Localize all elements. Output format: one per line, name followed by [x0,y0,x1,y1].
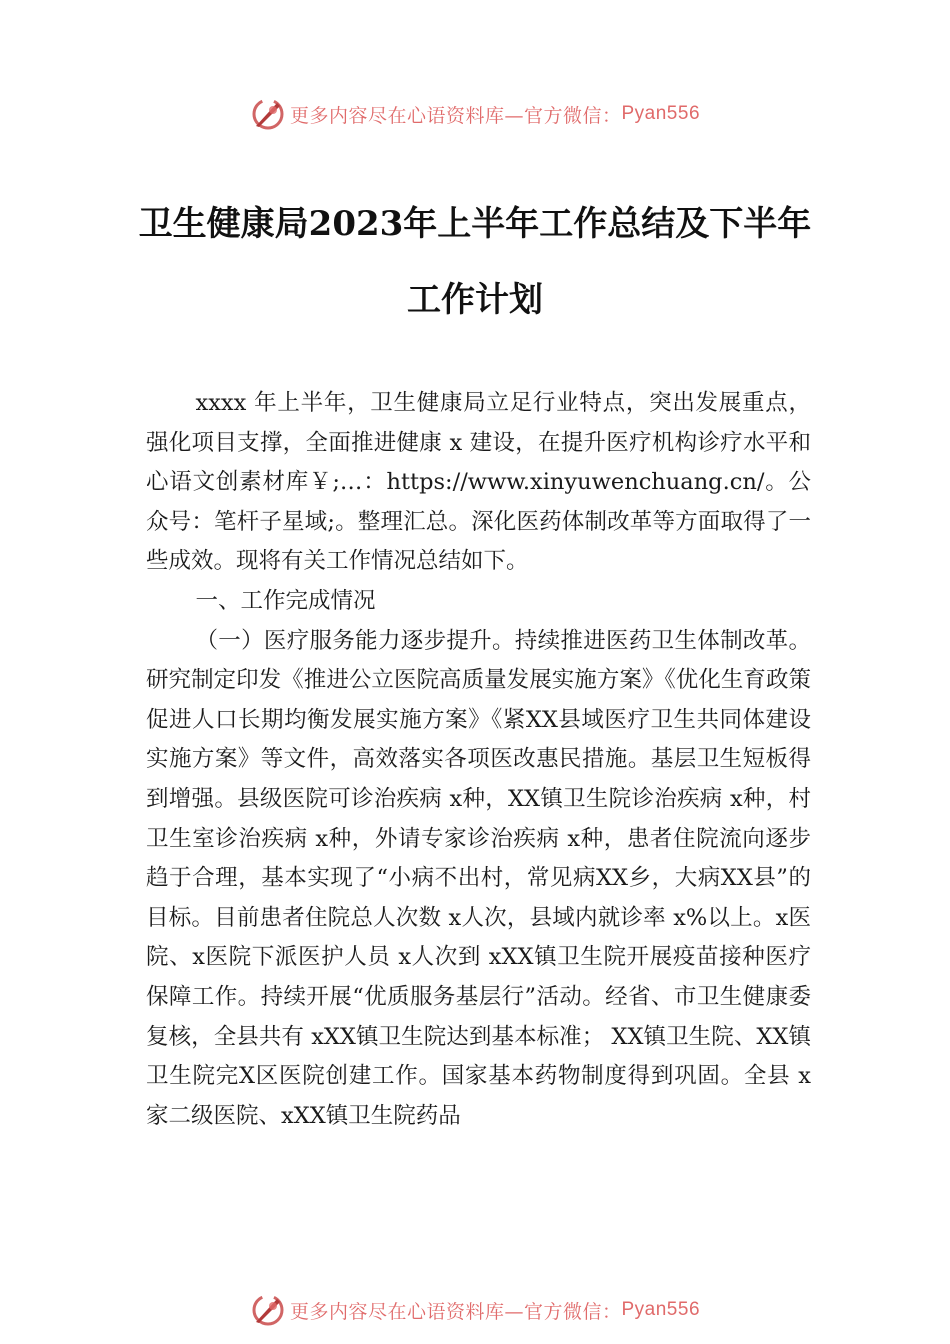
paragraph-intro: xxxx 年上半年，卫生健康局立足行业特点，突出发展重点，强化项目支撑，全面推进健康 x 建设，在提升医疗机构诊疗水平和心语文创素材库￥;…：https://www.xinyuwenchuang.cn/。公众号：笔杆子星域;。整理汇总。深化医药体制改革等方面取得了一些成效。现将有关工作情况总结如下。 [146,390,811,575]
paragraph-medical-services: （一）医疗服务能力逐步提升。持续推进医药卫生体制改革。研究制定印发《推进公立医院高质量发展实施方案》《优化生育政策促进人口长期均衡发展实施方案》《紧XX县域医疗卫生共同体建设实施方案》等文件，高效落实各项医改惠民措施。基层卫生短板得到增强。县级医院可诊治疾病 x种，XX镇卫生院诊治疾病 x种，村卫生室诊治疾病 x种，外请专家诊治疾病 x种，患者住院流向逐步趋于合理，基本实现了“小病不出村，常见病XX乡，大病XX县”的目标。目前患者住院总人次数 x人次，县域内就诊率 x%以上。x医院、x医院下派医护人员 x人次到 xXX镇卫生院开展疫苗接种医疗保障工作。持续开展“优质服务基层行”活动。经省、市卫生健康委复核，全县共有 xXX镇卫生院达到基本标准； XX镇卫生院、XX镇卫生院完X区医院创建工作。国家基本药物制度得到巩固。全县 x家二级医院、xXX镇卫生院药品 [146,627,811,1129]
watermark-footer [0,1290,950,1330]
watermark-account: Pyan556 [621,1299,701,1320]
watermark-account: Pyan556 [621,103,701,124]
watermark-text: 更多内容尽在心语资料库—官方微信： [289,104,622,127]
watermark-text: 更多内容尽在心语资料库—官方微信： [289,1300,622,1323]
document-body [146,384,811,1136]
ink-brush-logo-icon [250,1292,286,1328]
section-heading: 一、工作完成情况 [195,587,376,614]
document-title: 卫生健康局2023年上半年工作总结及下半年工作计划 [138,204,812,320]
ink-brush-logo-icon [250,96,286,132]
watermark-header [0,94,950,134]
